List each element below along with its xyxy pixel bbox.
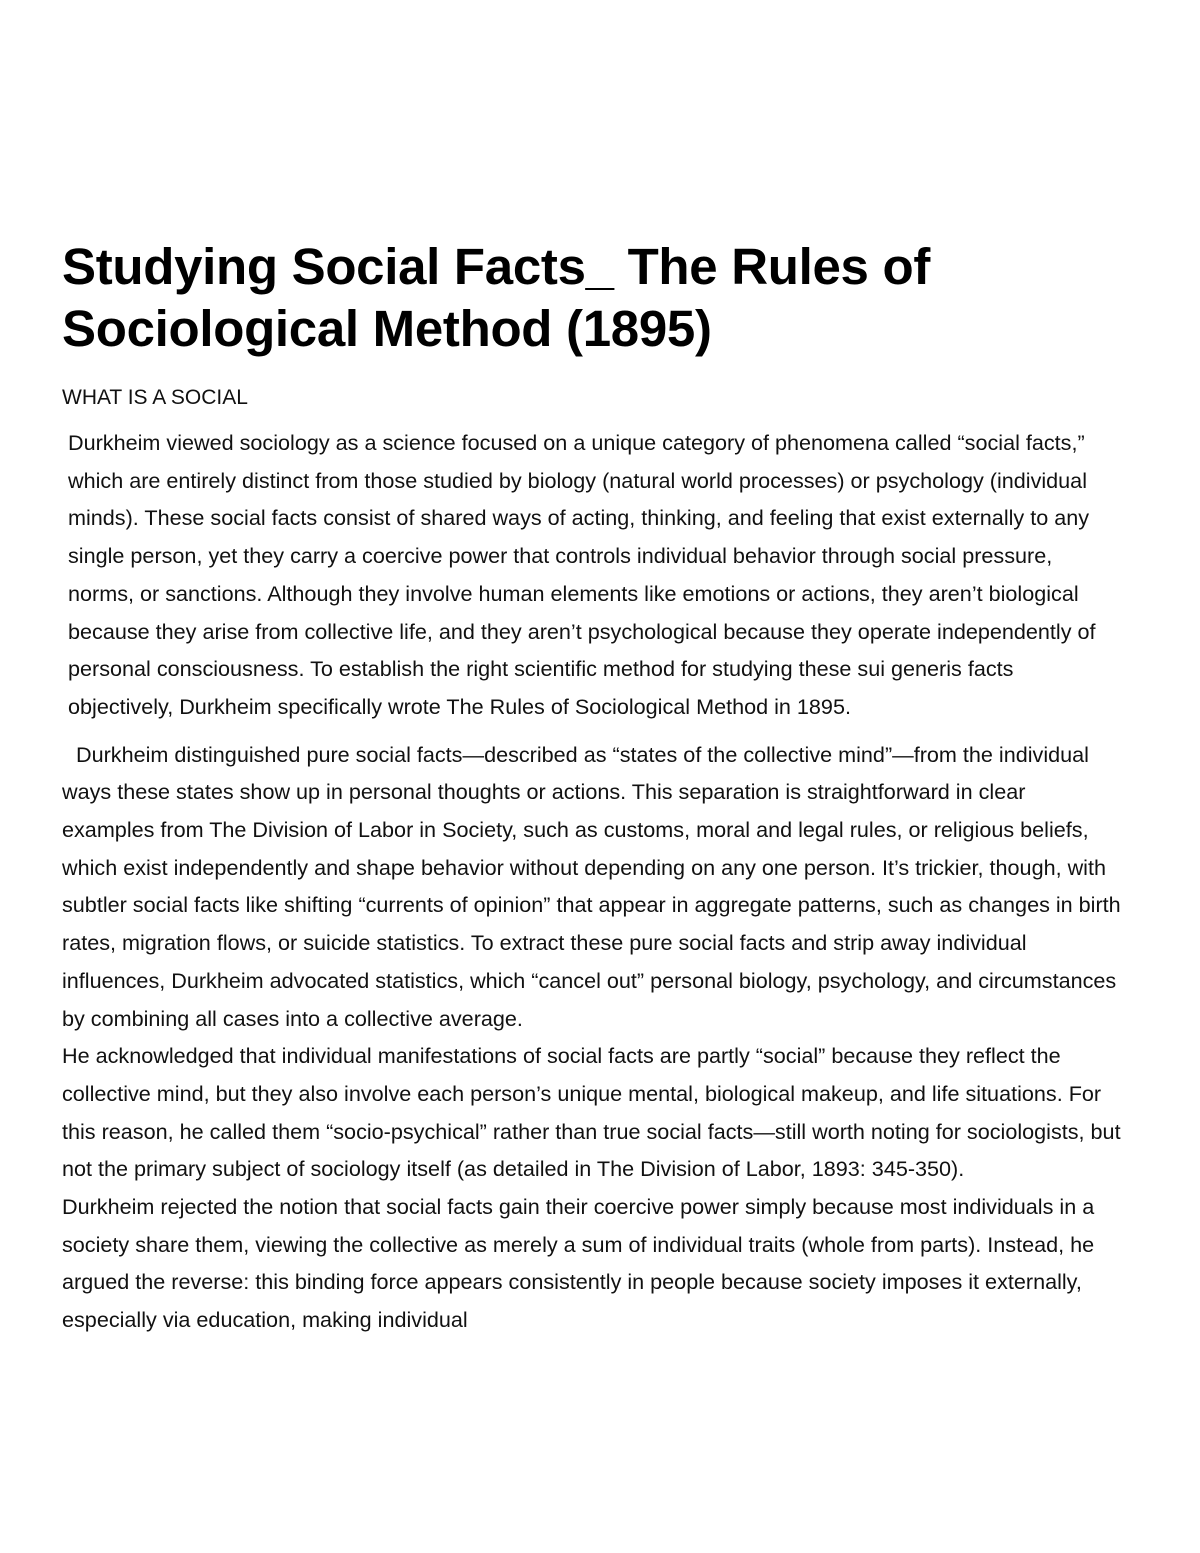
paragraph-2: Durkheim distinguished pure social facts—described as “states of the collective mind”—from the individual ways these states show up in personal thoughts or actions. This separation is straightforward in clear examples from The Division of Labor in Society, such as customs, moral and legal rules, or religious beliefs, which exist independently and shape behavior without depending on any one person. It’s trickier, though, with subtler social facts like shifting “currents of opinion” that appear in aggregate patterns, such as changes in birth rates, migration flows, or suicide statistics. To extract these pure social facts and strip away individual influences, Durkheim advocated statistics, which “cancel out” personal biology, psychology, and circumstances by combining all cases into a collective average.: [62, 741, 1121, 1031]
section-heading: WHAT IS A SOCIAL: [62, 386, 248, 409]
document-page: [62, 236, 1122, 1339]
document-title: Studying Social Facts_ The Rules of Sociological Method (1895): [62, 238, 931, 357]
paragraph-3: He acknowledged that individual manifestations of social facts are partly “social” because they reflect the collective mind, but they also involve each person’s unique mental, biological makeup, and life situations. For this reason, he called them “socio-psychical” rather than true social facts—still worth noting for sociologists, but not the primary subject of sociology itself (as detailed in The Division of Labor, 1893: 345-350).: [62, 1043, 1121, 1182]
paragraph-1: Durkheim viewed sociology as a science focused on a unique category of phenomena called “social facts,” which are entirely distinct from those studied by biology (natural world processes) or psychology (individual minds). These social facts consist of shared ways of acting, thinking, and feeling that exist externally to any single person, yet they carry a coercive power that controls individual behavior through social pressure, norms, or sanctions. Although they involve human elements like emotions or actions, they aren’t biological because they arise from collective life, and they aren’t psychological because they operate independently of personal consciousness. To establish the right scientific method for studying these sui generis facts objectively, Durkheim specifically wrote The Rules of Sociological Method in 1895.: [68, 430, 1096, 719]
paragraph-4: Durkheim rejected the notion that social facts gain their coercive power simply because most individuals in a society share them, viewing the collective as merely a sum of individual traits (whole from parts). Instead, he argued the reverse: this binding force appears consistently in people because society imposes it externally, especially via education, making individual: [62, 1194, 1095, 1333]
